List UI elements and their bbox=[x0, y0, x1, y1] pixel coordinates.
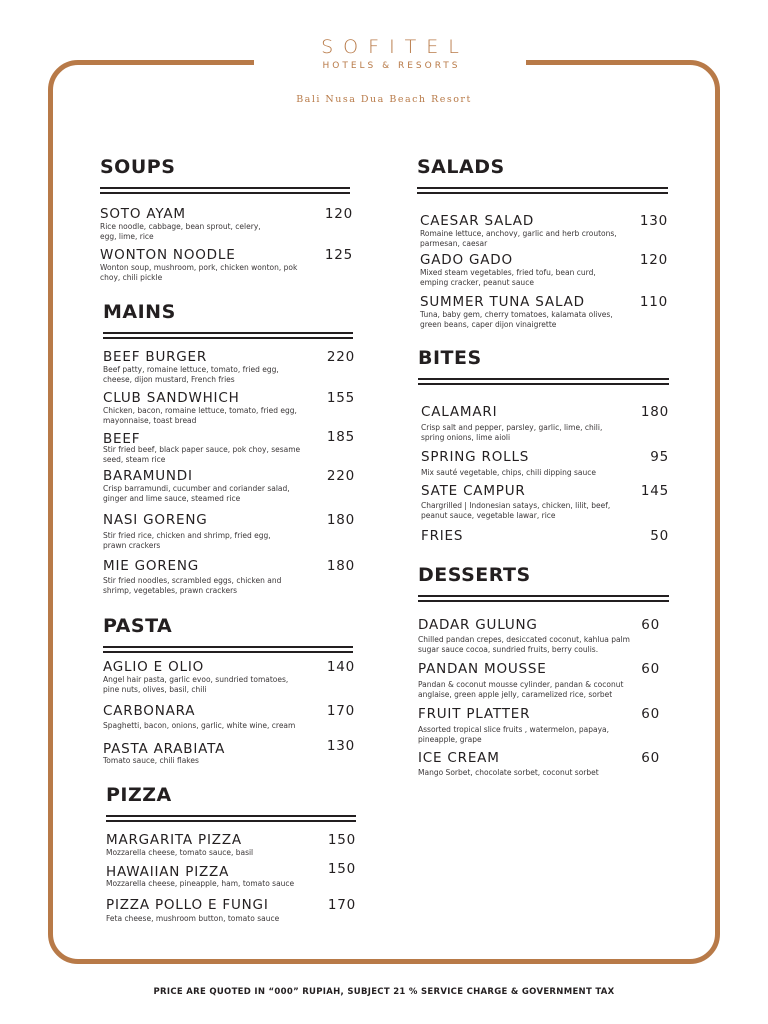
item-name: DADAR GULUNG bbox=[418, 617, 538, 633]
section-pasta bbox=[103, 614, 355, 765]
item-description: Chargrilled | Indonesian satays, chicken, lilit, beef, peanut sauce, vegetable lawar, rice bbox=[421, 501, 611, 520]
item-price: 150 bbox=[327, 861, 356, 877]
item-price: 170 bbox=[327, 897, 356, 913]
item-name: MIE GORENG bbox=[103, 558, 200, 574]
item-description: Rice noodle, cabbage, bean sprout, celery, egg, lime, rice bbox=[100, 222, 261, 241]
item-price: 120 bbox=[324, 206, 353, 222]
item-name: WONTON NOODLE bbox=[100, 247, 236, 263]
item-description: Stir fried beef, black paper sauce, pok choy, sesame seed, steam rice bbox=[103, 445, 301, 464]
price-notice: PRICE ARE QUOTED IN “000” RUPIAH, SUBJECT 21 % SERVICE CHARGE & GOVERNMENT TAX bbox=[153, 987, 615, 997]
item-price: 95 bbox=[650, 449, 669, 465]
section-salads bbox=[417, 155, 668, 329]
item-name: CALAMARI bbox=[421, 404, 498, 420]
section-pizza bbox=[106, 783, 356, 923]
item-name: CLUB SANDWHICH bbox=[103, 390, 240, 406]
item-name: NASI GORENG bbox=[103, 512, 208, 528]
section-soups bbox=[100, 155, 353, 282]
section-divider bbox=[100, 187, 350, 194]
item-price: 180 bbox=[640, 404, 669, 420]
section-title: DESSERTS bbox=[418, 564, 531, 586]
section-divider bbox=[417, 187, 668, 194]
section-divider bbox=[418, 595, 669, 602]
resort-name: Bali Nusa Dua Beach Resort bbox=[296, 94, 472, 105]
item-description: Tomato sauce, chili flakes bbox=[103, 756, 199, 765]
item-description: Beef patty, romaine lettuce, tomato, fried egg, cheese, dijon mustard, French fries bbox=[103, 365, 279, 384]
section-title: BITES bbox=[418, 347, 482, 369]
item-description: Angel hair pasta, garlic evoo, sundried tomatoes, pine nuts, olives, basil, chili bbox=[103, 675, 289, 694]
item-name: CARBONARA bbox=[103, 703, 196, 719]
item-description: Mango Sorbet, chocolate sorbet, coconut sorbet bbox=[418, 768, 599, 777]
item-description: Assorted tropical slice fruits , watermelon, papaya, pineapple, grape bbox=[418, 725, 610, 744]
item-name: FRUIT PLATTER bbox=[418, 706, 531, 722]
item-name: HAWAIIAN PIZZA bbox=[106, 864, 230, 880]
item-price: 110 bbox=[639, 294, 668, 310]
item-name: MARGARITA PIZZA bbox=[106, 832, 242, 848]
section-title: PASTA bbox=[103, 615, 173, 637]
item-price: 125 bbox=[324, 247, 353, 263]
section-mains bbox=[103, 300, 355, 595]
item-price: 180 bbox=[326, 512, 355, 528]
section-title: SOUPS bbox=[100, 156, 176, 178]
item-price: 60 bbox=[641, 661, 660, 677]
section-bites bbox=[418, 346, 669, 544]
item-description: Stir fried noodles, scrambled eggs, chicken and shrimp, vegetables, prawn crackers bbox=[103, 576, 282, 595]
item-price: 120 bbox=[639, 252, 668, 268]
item-name: CAESAR SALAD bbox=[420, 213, 535, 229]
item-name: BARAMUNDI bbox=[103, 468, 193, 484]
item-description: Mix sauté vegetable, chips, chili dipping sauce bbox=[421, 468, 597, 477]
section-title: MAINS bbox=[103, 301, 176, 323]
item-description: Stir fried rice, chicken and shrimp, fried egg, prawn crackers bbox=[103, 531, 271, 550]
brand-subtitle: HOTELS & RESORTS bbox=[322, 61, 461, 71]
section-desserts bbox=[418, 563, 669, 777]
item-name: SPRING ROLLS bbox=[421, 449, 530, 465]
item-name: SATE CAMPUR bbox=[421, 483, 526, 499]
item-name: BEEF bbox=[103, 431, 141, 447]
item-description: Crisp barramundi, cucumber and coriander salad, ginger and lime sauce, steamed rice bbox=[103, 484, 290, 503]
section-divider bbox=[103, 332, 353, 339]
item-description: Chilled pandan crepes, desiccated coconut, kahlua palm sugar sauce cocoa, sundried fruits, berry coulis. bbox=[418, 635, 630, 654]
item-name: PIZZA POLLO E FUNGI bbox=[106, 897, 269, 913]
item-price: 150 bbox=[327, 832, 356, 848]
item-name: BEEF BURGER bbox=[103, 349, 208, 365]
item-price: 170 bbox=[326, 703, 355, 719]
item-name: GADO GADO bbox=[420, 252, 513, 268]
item-price: 60 bbox=[641, 617, 660, 633]
section-title: PIZZA bbox=[106, 784, 172, 806]
item-description: Feta cheese, mushroom button, tomato sauce bbox=[106, 914, 280, 923]
brand-logo bbox=[254, 34, 526, 82]
section-title: SALADS bbox=[417, 156, 505, 178]
section-divider bbox=[106, 815, 356, 822]
item-description: Crisp salt and pepper, parsley, garlic, lime, chili, spring onions, lime aioli bbox=[421, 423, 603, 442]
item-price: 185 bbox=[326, 429, 355, 445]
section-divider bbox=[103, 646, 353, 653]
section-divider bbox=[418, 378, 669, 385]
item-price: 140 bbox=[326, 659, 355, 675]
item-description: Mixed steam vegetables, fried tofu, bean curd, emping cracker, peanut sauce bbox=[420, 268, 596, 287]
item-description: Wonton soup, mushroom, pork, chicken wonton, pok choy, chili pickle bbox=[100, 263, 298, 282]
item-name: PANDAN MOUSSE bbox=[418, 661, 547, 677]
item-price: 220 bbox=[326, 468, 355, 484]
item-description: Pandan & coconut mousse cylinder, pandan & coconut anglaise, green apple jelly, caramelized rice, sorbet bbox=[418, 680, 624, 699]
item-description: Mozzarella cheese, pineapple, ham, tomato sauce bbox=[106, 879, 295, 888]
item-name: ICE CREAM bbox=[418, 750, 500, 766]
item-price: 60 bbox=[641, 706, 660, 722]
item-description: Mozzarella cheese, tomato sauce, basil bbox=[106, 848, 254, 857]
item-price: 50 bbox=[650, 528, 669, 544]
item-price: 145 bbox=[640, 483, 669, 499]
item-description: Chicken, bacon, romaine lettuce, tomato, fried egg, mayonnaise, toast bread bbox=[103, 406, 297, 425]
item-price: 220 bbox=[326, 349, 355, 365]
item-name: FRIES bbox=[421, 528, 464, 544]
item-price: 180 bbox=[326, 558, 355, 574]
item-price: 155 bbox=[326, 390, 355, 406]
item-description: Romaine lettuce, anchovy, garlic and herb croutons, parmesan, caesar bbox=[420, 229, 617, 248]
item-name: SOTO AYAM bbox=[100, 206, 186, 222]
item-price: 130 bbox=[326, 738, 355, 754]
item-description: Spaghetti, bacon, onions, garlic, white wine, cream bbox=[103, 721, 296, 730]
item-name: PASTA ARABIATA bbox=[103, 741, 226, 757]
item-description: Tuna, baby gem, cherry tomatoes, kalamata olives, green beans, caper dijon vinaigrette bbox=[420, 310, 613, 329]
brand-name: SOFITEL bbox=[321, 36, 469, 58]
item-price: 130 bbox=[639, 213, 668, 229]
item-name: AGLIO E OLIO bbox=[103, 659, 205, 675]
item-name: SUMMER TUNA SALAD bbox=[420, 294, 585, 310]
item-price: 60 bbox=[641, 750, 660, 766]
